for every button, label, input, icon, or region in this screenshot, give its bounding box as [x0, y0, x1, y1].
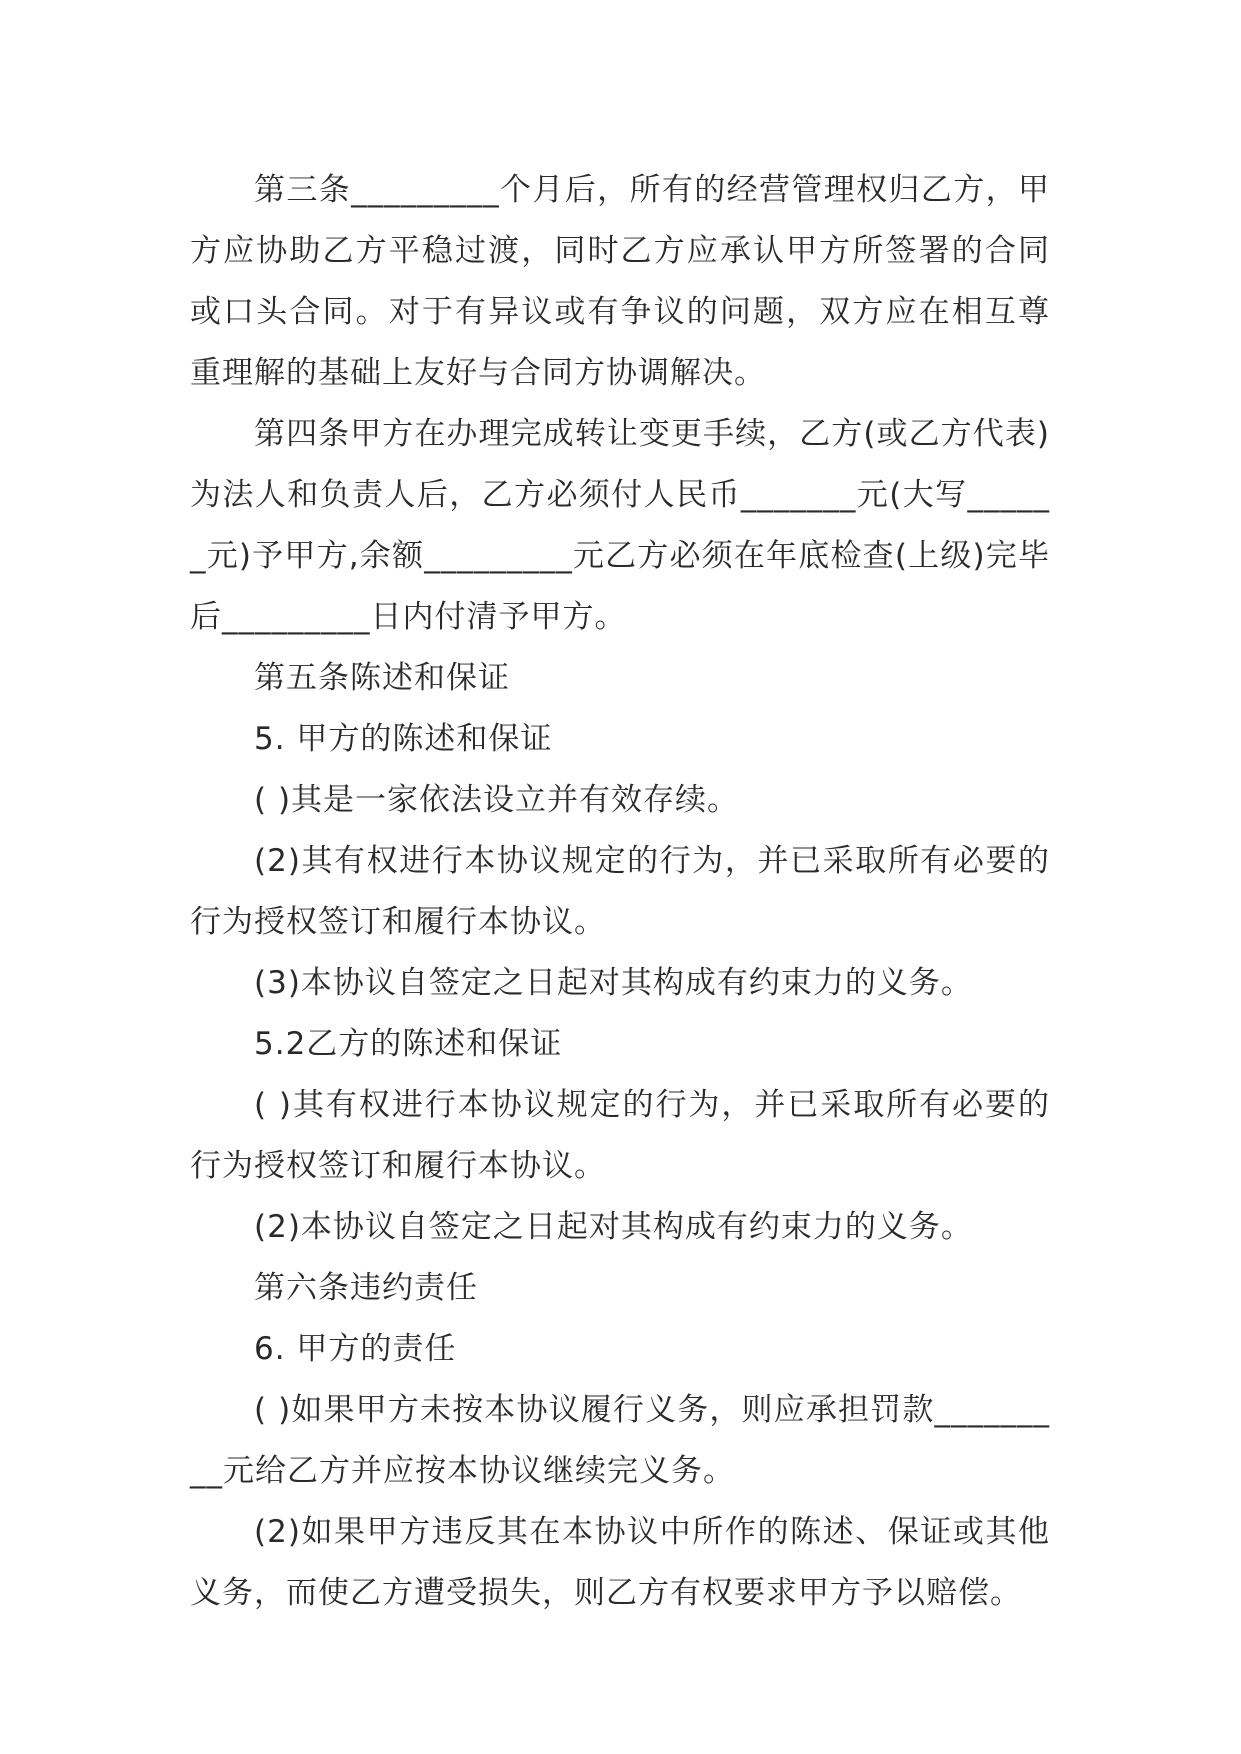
clause-5-1-2: (2)其有权进行本协议规定的行为，并已采取所有必要的行为授权签订和履行本协议。: [190, 843, 1050, 940]
heading-article-5: 第五条陈述和保证: [254, 660, 510, 696]
clause-6-1-1: ( )如果甲方未按本协议履行义务，则应承担罚款_________元给乙方并应按本协议继续完义务。: [190, 1392, 1050, 1489]
clause-6-1-2: (2)如果甲方违反其在本协议中所作的陈述、保证或其他义务，而使乙方遭受损失，则乙方有权要求甲方予以赔偿。: [190, 1514, 1050, 1611]
clause-5-2-2: (2)本协议自签定之日起对其构成有约束力的义务。: [254, 1209, 973, 1245]
subheading-5-2: 5.2乙方的陈述和保证: [254, 1026, 563, 1062]
document-body: [190, 160, 1050, 1624]
subheading-6-1: 6. 甲方的责任: [254, 1331, 457, 1367]
heading-article-6: 第六条违约责任: [254, 1270, 478, 1306]
clause-5-2-1: ( )其有权进行本协议规定的行为，并已采取所有必要的行为授权签订和履行本协议。: [190, 1087, 1050, 1184]
clause-5-1-3: (3)本协议自签定之日起对其构成有约束力的义务。: [254, 965, 973, 1001]
clause-5-1-1: ( )其是一家依法设立并有效存续。: [254, 782, 740, 818]
paragraph-article-3: 第三条_________个月后，所有的经营管理权归乙方，甲方应协助乙方平稳过渡，同时乙方应承认甲方所签署的合同或口头合同。对于有异议或有争议的问题，双方应在相互尊重理解的基础上友好与合同方协调解决。: [190, 172, 1050, 391]
subheading-5-1: 5. 甲方的陈述和保证: [254, 721, 553, 757]
paragraph-article-4: 第四条甲方在办理完成转让变更手续，乙方(或乙方代表)为法人和负责人后，乙方必须付人民币_______元(大写______元)予甲方,余额_________元乙方必须在年底检查(上级)完毕后_________日内付清予甲方。: [190, 416, 1050, 635]
